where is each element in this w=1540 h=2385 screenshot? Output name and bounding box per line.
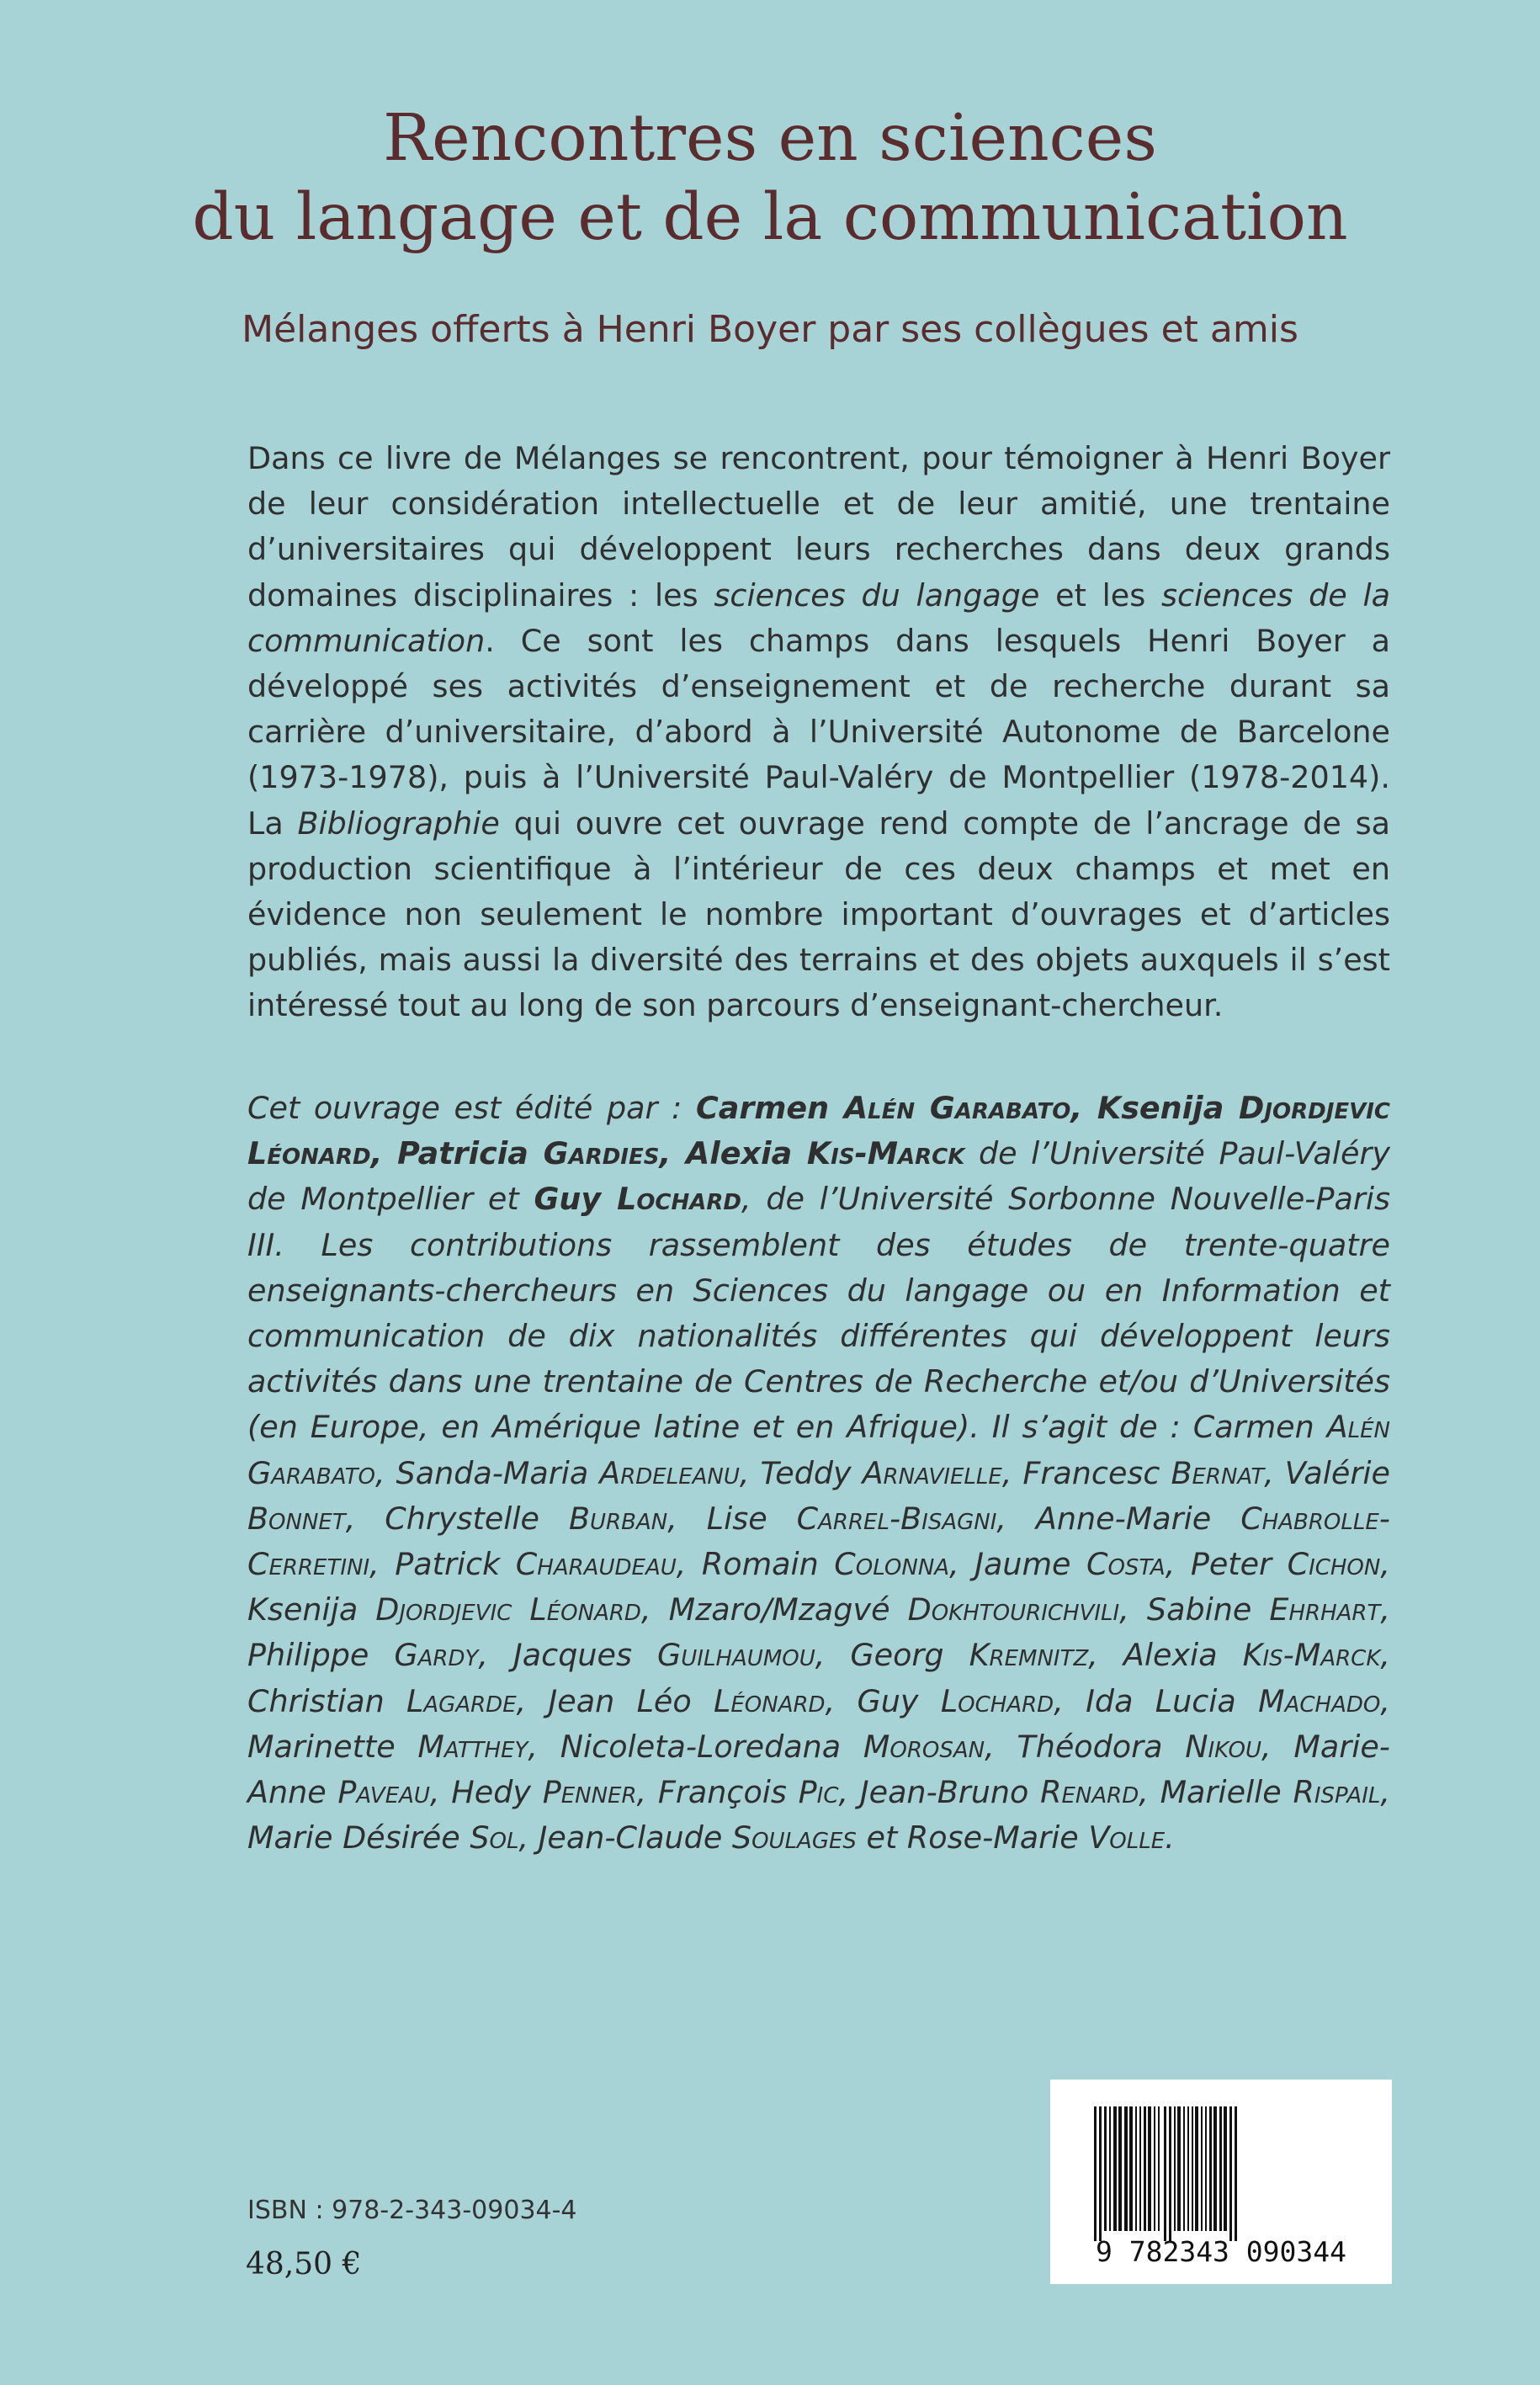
contributor-separator: ,: [949, 1546, 975, 1583]
summary-text-3: . Ce sont les champs dans lesquels Henri Boyer a développé ses activités d’enseignement et de recherche durant sa carrière d’universitaire, d’abord à l’Université Autonome de Barcelone (1973-1978), puis à l’Université Paul-Valéry de Montpellier (1978-2014). La: [247, 622, 1390, 842]
contributor-first-name: Sanda-Maria: [396, 1454, 600, 1491]
contributor-last-name: Paveau: [337, 1774, 430, 1811]
barcode-bar: [1213, 2106, 1217, 2231]
contributor-first-name: Hedy: [451, 1774, 543, 1811]
barcode-bar: [1104, 2106, 1107, 2231]
contributor-last-name: Kremnitz: [969, 1637, 1089, 1674]
price-label: 48,50 €: [246, 2247, 362, 2281]
summary-text-4: qui ouvre cet ouvrage rend compte de l’ancrage de sa production scientifique à l’intérieur de ces deux champs et met en évidence non seulement le nombre important d’ouvrages et d’articles publiés, mais aussi la diversité des terrains et des objets auxquels il s’est intéressé tout au long de son parcours d’enseignant-chercheur.: [247, 805, 1390, 1024]
barcode-bar: [1169, 2106, 1171, 2241]
contributor-first-name: Marie Désirée: [247, 1819, 470, 1856]
contributor-first-name: Jean-Claude: [538, 1819, 732, 1856]
contributor-separator: ,: [1261, 1728, 1294, 1765]
contributor-separator: ,: [1139, 1774, 1160, 1811]
contributor-first-name: François: [657, 1774, 799, 1811]
contributor-first-name: Ksenija: [247, 1591, 376, 1628]
contributor-last-name: Renard: [1040, 1774, 1139, 1811]
contributor-first-name: Jacques: [513, 1637, 657, 1674]
contributor-separator: ,: [640, 1591, 669, 1628]
barcode-graphic: [1050, 2080, 1392, 2284]
contributor-first-name: Patrick: [395, 1546, 516, 1583]
contributor-separator: ,: [815, 1637, 851, 1674]
contributor-separator: ,: [478, 1637, 514, 1674]
contributor-separator: ,: [516, 1682, 549, 1719]
contributors-list: [247, 1409, 1390, 1856]
barcode-bar: [1205, 2106, 1207, 2231]
editor-first-name: Guy: [534, 1181, 618, 1218]
barcode-bar: [1144, 2106, 1146, 2231]
contributor-separator: ,: [676, 1546, 702, 1583]
contributor-separator: ,: [838, 1774, 860, 1811]
summary-paragraph: [247, 436, 1390, 1029]
contributor-separator: ,: [1264, 1454, 1285, 1491]
contributor-last-name: Léonard: [714, 1682, 826, 1719]
contributor-last-name: Penner: [542, 1774, 637, 1811]
contributor-last-name: Colonna: [834, 1546, 950, 1583]
contributor-separator: ,: [528, 1728, 560, 1765]
contributor-last-name: Lagarde: [406, 1682, 517, 1719]
contributor-last-name: Bernat: [1171, 1454, 1265, 1491]
contributor-last-name: Matthey: [417, 1728, 528, 1765]
editors-intro: Cet ouvrage est édité par :: [247, 1090, 696, 1126]
barcode-bar: [1174, 2106, 1176, 2231]
editor-last-name: Kis-Marck: [806, 1135, 965, 1172]
summary-text-1: Dans ce livre de Mélanges se rencontrent, pour témoigner à Henri Boyer de leur considération intellectuelle et de leur amitié, une trentaine d’universitaires qui développent leurs recherches dans deux grands domaines disciplinaires : les: [247, 440, 1390, 614]
contributor-first-name: Carmen: [1192, 1409, 1327, 1446]
book-subtitle: Mélanges offerts à Henri Boyer par ses collègues et amis: [242, 308, 1298, 351]
summary-emphasis-2: sciences de la communication: [247, 576, 1390, 659]
contributor-last-name: Dokhtourichvili: [907, 1591, 1120, 1628]
contributor-last-name: Ehrhart: [1269, 1591, 1381, 1628]
barcode-bar: [1187, 2106, 1189, 2231]
barcode-bar: [1094, 2106, 1097, 2241]
contributor-separator: ,: [985, 1728, 1017, 1765]
contributor-last-name: Alén Garabato: [247, 1409, 1390, 1491]
barcode-bar: [1118, 2106, 1122, 2231]
contributor-last-name: Arnavielle: [862, 1454, 1002, 1491]
editor-separator: ,: [370, 1135, 398, 1172]
barcode-bar: [1183, 2106, 1185, 2231]
contributor-last-name: Lochard: [940, 1682, 1054, 1719]
editor-name: [534, 1181, 741, 1217]
contributor-last-name: Charaudeau: [515, 1546, 677, 1583]
contributor-first-name: Romain: [701, 1546, 835, 1583]
contributor-last-name: Carrel-Bisagni: [796, 1500, 997, 1537]
summary-emphasis-1: sciences du langage: [714, 576, 1040, 614]
contributor-first-name: Jean-Bruno: [859, 1774, 1041, 1811]
barcode-bar: [1113, 2106, 1117, 2231]
contributor-last-name: Rispail: [1293, 1774, 1381, 1811]
contributor-first-name: Marielle: [1160, 1774, 1293, 1811]
contributor-last-name: Gardy: [394, 1637, 479, 1674]
contributor-last-name: Machado: [1258, 1682, 1381, 1719]
contributor-first-name: Marie-Anne: [247, 1728, 1390, 1811]
editor-separator: ,: [1070, 1090, 1097, 1126]
barcode-bar: [1135, 2106, 1137, 2231]
barcode-bar: [1099, 2106, 1102, 2241]
barcode-bar: [1235, 2106, 1237, 2241]
editors-middle-text: de l’Université Paul-Valéry de Montpellier et: [247, 1135, 1391, 1218]
contributor-first-name: Chrystelle: [385, 1500, 569, 1537]
barcode-bar: [1148, 2106, 1151, 2231]
contributor-separator: ,: [739, 1454, 761, 1491]
editor-separator: ,: [659, 1135, 687, 1172]
contributor-first-name: Georg: [850, 1637, 969, 1674]
contributor-separator: ,: [1054, 1682, 1086, 1719]
contributor-first-name: Christian: [247, 1682, 407, 1719]
contributor-first-name: Sabine: [1146, 1591, 1270, 1628]
barcode-bar: [1201, 2106, 1203, 2231]
editors-paragraph: [247, 1086, 1390, 1861]
contributor-separator: ,: [1380, 1637, 1390, 1674]
contributor-separator: ,: [375, 1454, 396, 1491]
barcode-bar: [1154, 2106, 1155, 2231]
editor-last-name: Alén Garabato: [843, 1090, 1071, 1126]
contributor-last-name: Pic: [798, 1774, 839, 1811]
contributor-first-name: Jean Léo: [548, 1682, 714, 1719]
contributor-last-name: Morosan: [863, 1728, 985, 1765]
contributor-last-name: Sol: [470, 1819, 519, 1856]
barcode-digits: 9 782343 090344: [1095, 2235, 1347, 2268]
barcode-bar: [1164, 2106, 1166, 2241]
contributor-separator: ,: [1119, 1591, 1147, 1628]
barcode-bar: [1177, 2106, 1181, 2231]
barcode-bar: [1139, 2106, 1141, 2231]
contributor-first-name: Nicoleta-Loredana: [560, 1728, 863, 1765]
contributor-separator: ,: [345, 1500, 385, 1537]
contributor-separator: .: [1165, 1819, 1175, 1856]
editor-first-name: Alexia: [686, 1135, 807, 1172]
contributor-last-name: Volle: [1088, 1819, 1166, 1856]
contributor-separator: ,: [1380, 1682, 1390, 1719]
contributor-first-name: Francesc: [1022, 1454, 1171, 1491]
isbn-label: ISBN : 978-2-343-09034-4: [247, 2196, 577, 2225]
barcode-bar: [1209, 2106, 1212, 2231]
contributor-first-name: Mzaro/Mzagvé: [668, 1591, 908, 1628]
contributor-first-name: Théodora: [1017, 1728, 1186, 1765]
barcode-bar: [1195, 2106, 1198, 2231]
contributor-last-name: Nikou: [1185, 1728, 1262, 1765]
contributor-first-name: Guy: [857, 1682, 941, 1719]
contributor-separator: ,: [429, 1774, 452, 1811]
barcode-bar: [1224, 2106, 1227, 2231]
summary-text-2: et les: [1039, 576, 1161, 614]
contributor-last-name: Cichon: [1287, 1546, 1381, 1583]
contributor-separator: et: [856, 1819, 907, 1856]
contributor-separator: ,: [1165, 1546, 1191, 1583]
book-title: [0, 99, 1540, 258]
editor-first-name: Ksenija: [1097, 1090, 1240, 1126]
barcode-bar: [1129, 2106, 1133, 2231]
contributor-last-name: Costa: [1086, 1546, 1166, 1583]
editor-first-name: Carmen: [695, 1090, 844, 1126]
contributor-separator: ,: [825, 1682, 858, 1719]
contributor-last-name: Chabrolle-Cerretini: [247, 1500, 1390, 1583]
contributor-last-name: Soulages: [731, 1819, 857, 1856]
contributor-first-name: Rose-Marie: [906, 1819, 1089, 1856]
editor-last-name: Lochard: [617, 1181, 741, 1218]
barcode-bar: [1109, 2106, 1111, 2231]
contributor-last-name: Burban: [568, 1500, 668, 1537]
contributor-separator: ,: [636, 1774, 658, 1811]
contributor-first-name: Valérie: [1284, 1454, 1390, 1491]
contributor-first-name: Teddy: [760, 1454, 863, 1491]
barcode-bars: [1094, 2106, 1237, 2241]
contributor-separator: ,: [369, 1546, 396, 1583]
contributor-first-name: Marinette: [247, 1728, 418, 1765]
contributor-last-name: Kis-Marck: [1242, 1637, 1381, 1674]
title-line-2: du langage et de la communication: [192, 180, 1348, 255]
title-line-1: Rencontres en sciences: [383, 101, 1157, 176]
contributor-separator: ,: [1380, 1591, 1390, 1628]
contributor-first-name: Philippe: [247, 1637, 395, 1674]
contributor-first-name: Lise: [706, 1500, 797, 1537]
contributor-separator: ,: [667, 1500, 707, 1537]
contributor-separator: ,: [1380, 1774, 1390, 1811]
contributor-last-name: Djordjevic Léonard: [375, 1591, 641, 1628]
editor-first-name: Patricia: [397, 1135, 544, 1172]
contributor-separator: ,: [518, 1819, 539, 1856]
contributor-separator: ,: [1380, 1546, 1390, 1583]
barcode-bar: [1229, 2106, 1232, 2241]
summary-emphasis-3: Bibliographie: [297, 805, 500, 842]
contributor-separator: ,: [1001, 1454, 1023, 1491]
contributor-last-name: Guilhaumou: [656, 1637, 815, 1674]
contributor-last-name: Ardeleanu: [599, 1454, 740, 1491]
contributor-first-name: Anne-Marie: [1035, 1500, 1241, 1537]
barcode-bar: [1158, 2106, 1160, 2231]
contributor-first-name: Peter: [1190, 1546, 1288, 1583]
contributor-separator: ,: [1088, 1637, 1123, 1674]
barcode-bar: [1124, 2106, 1128, 2231]
barcode-bar: [1192, 2106, 1193, 2231]
editor-last-name: Gardies: [543, 1135, 660, 1172]
editor-last-name: Djordjevic Léonard: [247, 1090, 1391, 1172]
contributor-separator: ,: [996, 1500, 1036, 1537]
contributor-first-name: Ida Lucia: [1086, 1682, 1259, 1719]
contributor-first-name: Jaume: [974, 1546, 1086, 1583]
contributor-last-name: Bonnet: [247, 1500, 346, 1537]
editors-tail-text: , de l’Université Sorbonne Nouvelle-Paris III. Les contributions rassemblent des études de trente-quatre enseignants-chercheurs en Sciences du langage ou en Information et communication de dix nationalités différentes qui développent leurs activités dans une trentaine de Centres de Recherche et/ou d’Universités (en Europe, en Amérique latine et en Afrique). Il s’agit de :: [247, 1181, 1390, 1446]
contributor-first-name: Alexia: [1123, 1637, 1243, 1674]
barcode: [1050, 2080, 1392, 2284]
barcode-bar: [1219, 2106, 1222, 2231]
